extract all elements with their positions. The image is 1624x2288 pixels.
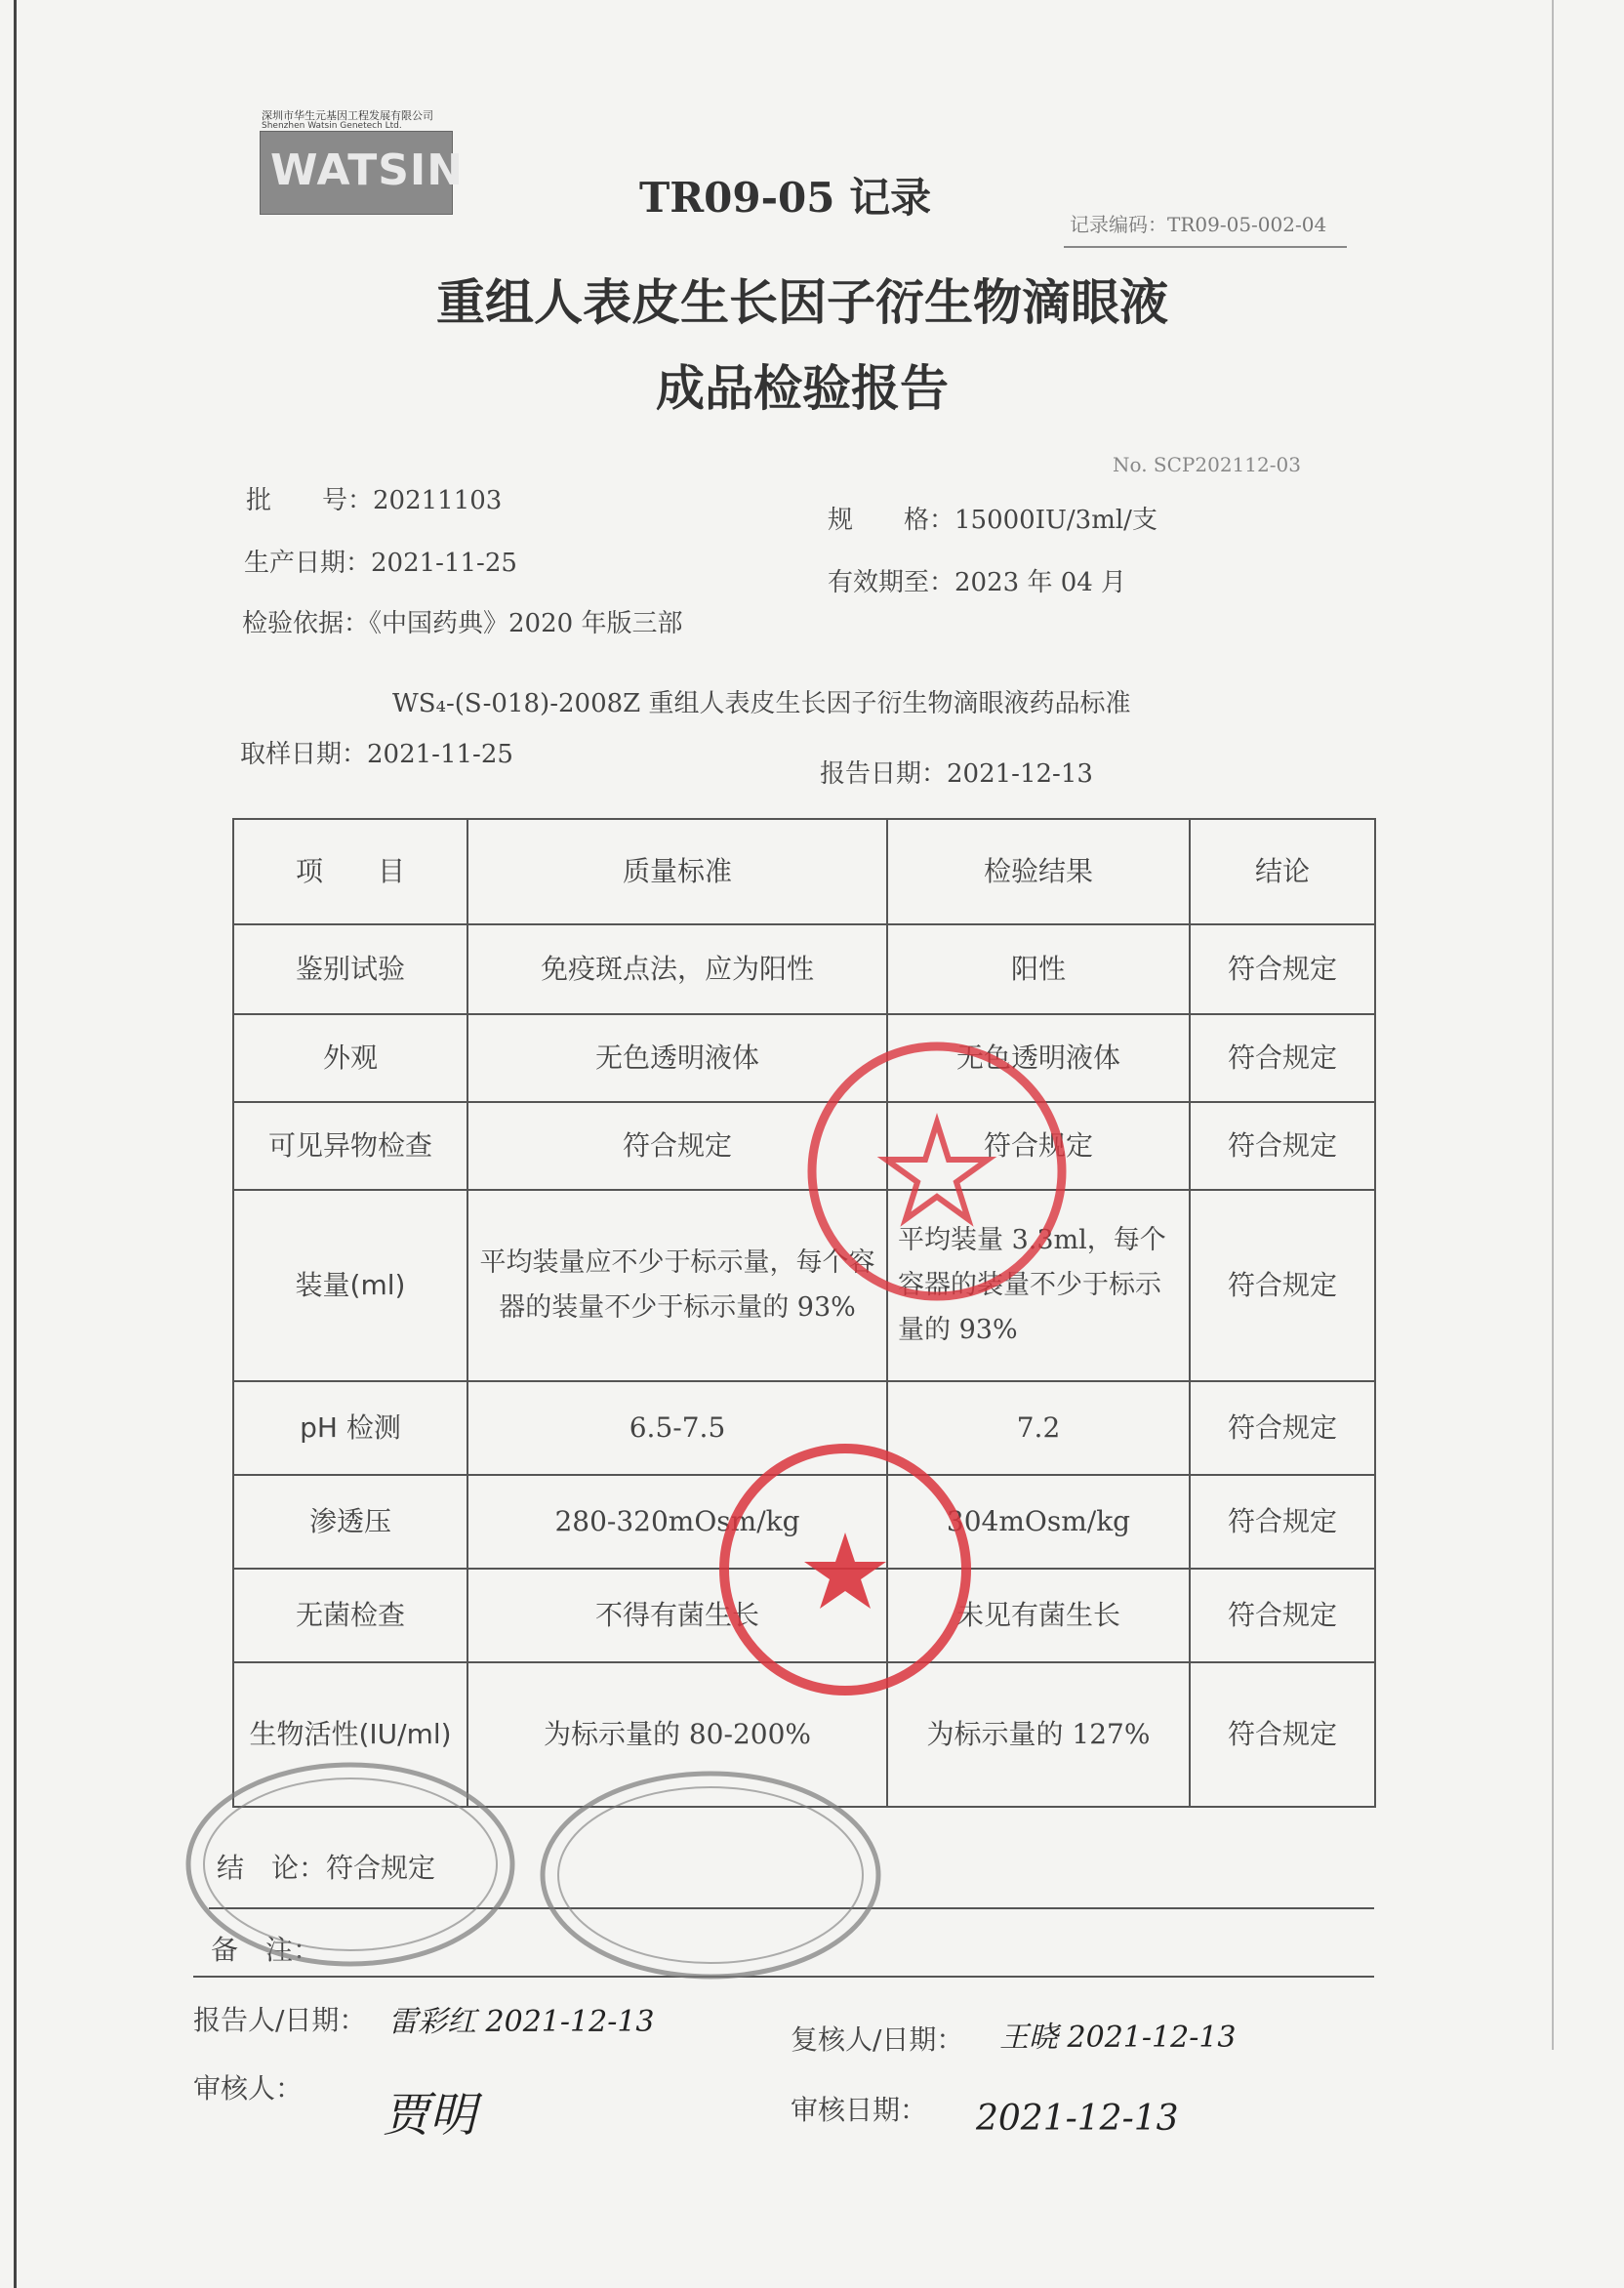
- table-row: [233, 924, 1375, 1014]
- row-standard: 为标示量的 80-200%: [467, 1662, 887, 1807]
- row-standard: 6.5-7.5: [467, 1381, 887, 1475]
- row-conclusion: 符合规定: [1190, 1662, 1375, 1807]
- report-date-field: [820, 754, 1093, 790]
- spec-value: 15000IU/3ml/支: [954, 506, 1157, 535]
- row-standard: 符合规定: [467, 1102, 887, 1190]
- row-result: 阳性: [887, 924, 1190, 1014]
- expiry-value: 2023 年 04 月: [954, 568, 1127, 597]
- gray-seal-1: [182, 1757, 519, 1972]
- row-result: 未见有菌生长: [887, 1569, 1190, 1662]
- spec-label: 规 格：: [828, 506, 955, 535]
- reviewer-signature: 王晓 2021-12-13: [999, 2021, 1237, 2055]
- conclusion-value: 符合规定: [326, 1852, 436, 1884]
- spec-field: [828, 500, 1157, 536]
- row-conclusion: 符合规定: [1190, 1569, 1375, 1662]
- reporter-label: 报告人/日期：: [193, 2004, 367, 2036]
- approver-label: 审核人：: [193, 2072, 304, 2104]
- sample-date-value: 2021-11-25: [367, 740, 513, 769]
- basis-label: 检验依据：: [242, 609, 370, 638]
- row-result: 无色透明液体: [887, 1014, 1190, 1102]
- row-standard: 无色透明液体: [467, 1014, 887, 1102]
- table-header-row: [233, 819, 1375, 924]
- company-name-en: Shenzhen Watsin Genetech Ltd.: [262, 121, 402, 131]
- record-title: TR09-05 记录: [639, 174, 932, 222]
- row-conclusion: 符合规定: [1190, 1014, 1375, 1102]
- row-item: 无菌检查: [233, 1569, 467, 1662]
- logo-text: WATSIN: [270, 145, 465, 195]
- logo-box: [260, 131, 465, 215]
- report-title-line2: 成品检验报告: [656, 360, 949, 417]
- approve-date-label: 审核日期：: [791, 2094, 928, 2126]
- row-conclusion: 符合规定: [1190, 1475, 1375, 1569]
- row-result: 符合规定: [887, 1102, 1190, 1190]
- remarks-label: 备 注：: [211, 1934, 321, 1966]
- row-standard: 不得有菌生长: [467, 1569, 887, 1662]
- reviewer-label: 复核人/日期：: [791, 2023, 964, 2056]
- batch-value: 20211103: [373, 486, 503, 515]
- row-conclusion: 符合规定: [1190, 1102, 1375, 1190]
- company-logo: [256, 107, 465, 215]
- col-header-conclusion: 结论: [1190, 819, 1375, 924]
- batch-field: [246, 480, 502, 516]
- approver-signature: 贾明: [383, 2088, 477, 2143]
- row-item: 生物活性(IU/ml): [233, 1662, 467, 1807]
- approve-date-value: 2021-12-13: [976, 2099, 1179, 2139]
- row-standard: 免疫斑点法，应为阳性: [467, 924, 887, 1014]
- col-header-item: 项 目: [233, 819, 467, 924]
- report-date-value: 2021-12-13: [947, 759, 1093, 789]
- production-date-value: 2021-11-25: [371, 549, 517, 578]
- header-rule: [1064, 246, 1347, 248]
- row-result: 平均装量 3.3ml，每个容器的装量不少于标示量的 93%: [887, 1190, 1190, 1381]
- col-header-standard: 质量标准: [467, 819, 887, 924]
- basis-field: [242, 603, 682, 639]
- document-number: No. SCP202112-03: [1113, 453, 1301, 476]
- col-header-result: 检验结果: [887, 819, 1190, 924]
- row-item: 装量(ml): [233, 1190, 467, 1381]
- basis-value: 《中国药典》2020 年版三部: [369, 609, 683, 638]
- row-conclusion: 符合规定: [1190, 1381, 1375, 1475]
- sample-date-label: 取样日期：: [240, 740, 368, 769]
- row-result: 为标示量的 127%: [887, 1662, 1190, 1807]
- report-date-label: 报告日期：: [820, 759, 948, 789]
- gray-seal-2: [535, 1765, 886, 1985]
- red-seal-1: [791, 1025, 1083, 1318]
- expiry-label: 有效期至：: [828, 568, 955, 597]
- scan-edge-left: [14, 0, 17, 2288]
- row-standard: 280-320mOsm/kg: [467, 1475, 887, 1569]
- row-conclusion: 符合规定: [1190, 924, 1375, 1014]
- reporter-signature: 雷彩红 2021-12-13: [388, 2005, 655, 2039]
- batch-label: 批 号：: [246, 486, 374, 515]
- row-item: pH 检测: [233, 1381, 467, 1475]
- row-standard: 平均装量应不少于标示量，每个容器的装量不少于标示量的 93%: [467, 1190, 887, 1381]
- production-date-label: 生产日期：: [244, 549, 372, 578]
- conclusion-label: 结 论：: [217, 1852, 327, 1884]
- company-name-cn: 深圳市华生元基因工程发展有限公司: [262, 109, 433, 122]
- production-date-field: [244, 543, 517, 579]
- row-conclusion: 符合规定: [1190, 1190, 1375, 1381]
- row-item: 可见异物检查: [233, 1102, 467, 1190]
- red-seal-2: [699, 1423, 992, 1716]
- basis-field-line2: WS₄-(S-018)-2008Z 重组人表皮生长因子衍生物滴眼液药品标准: [392, 689, 1131, 718]
- row-item: 外观: [233, 1014, 467, 1102]
- expiry-field: [828, 562, 1126, 598]
- row-result: 7.2: [887, 1381, 1190, 1475]
- row-item: 鉴别试验: [233, 924, 467, 1014]
- record-number: 记录编码：TR09-05-002-04: [1070, 213, 1327, 236]
- row-result: 304mOsm/kg: [887, 1475, 1190, 1569]
- row-item: 渗透压: [233, 1475, 467, 1569]
- sample-date-field: [240, 734, 513, 770]
- report-title-line1: 重组人表皮生长因子衍生物滴眼液: [436, 274, 1168, 331]
